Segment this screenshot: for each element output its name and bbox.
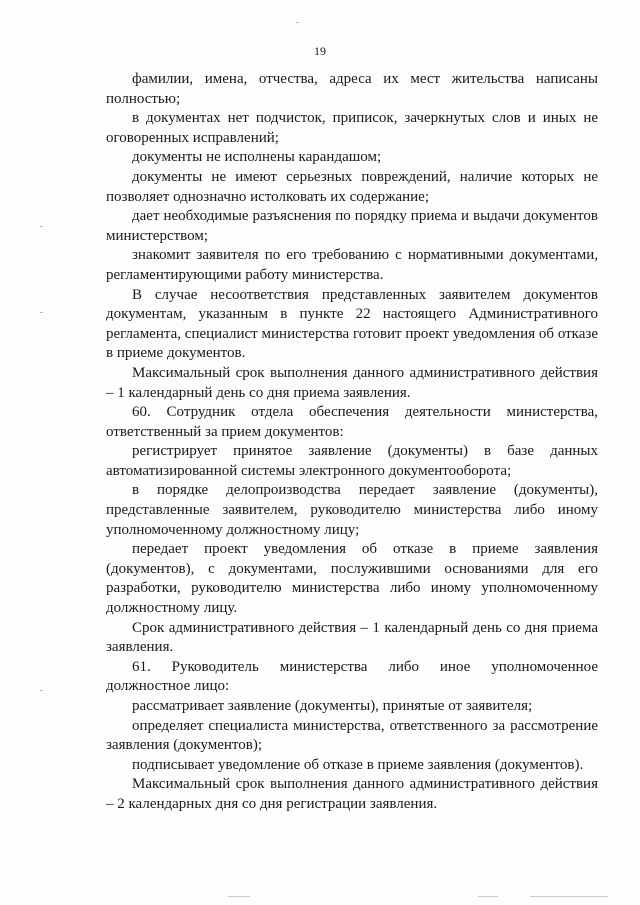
paragraph: определяет специалиста министерства, ответственного за рассмотрение заявления (документов); [106, 717, 598, 754]
scan-artifact [296, 22, 299, 23]
paragraph: документы не имеют серьезных повреждений, наличие которых не позволяет однозначно истолковать их содержание; [106, 168, 598, 205]
paragraph: Срок административного действия – 1 календарный день со дня приема заявления. [106, 619, 598, 656]
page-number: 19 [314, 44, 326, 58]
paragraph: документы не исполнены карандашом; [132, 149, 382, 166]
paragraph: передает проект уведомления об отказе в приеме заявления (документов), с документами, послужившими основаниями для его разработки, руководителю министерства либо иному уполномоченному должностному лицу. [106, 541, 598, 617]
paragraph: фамилии, имена, отчества, адреса их мест жительства написаны полностью; [106, 71, 598, 107]
paragraph: В случае несоответствия представленных заявителем документов документам, указанным в пункте 22 настоящего Административного регламента, специалист министерства готовит проект уведомления об отказе в приеме документов. [106, 286, 598, 362]
paragraph: в порядке делопроизводства передает заявление (документы), представленные заявителем, руководителю министерства либо иному уполномоченному должностному лицу; [106, 482, 598, 538]
paragraph: регистрирует принятое заявление (документы) в базе данных автоматизированной системы электронного документооборота; [106, 443, 598, 479]
scan-artifact [40, 690, 43, 691]
scan-artifact [228, 896, 250, 897]
paragraph: дает необходимые разъяснения по порядку приема и выдачи документов министерством; [106, 208, 598, 244]
paragraph: 61. Руководитель министерства либо иное уполномоченное должностное лицо: [106, 658, 598, 695]
paragraph: знакомит заявителя по его требованию с нормативными документами, регламентирующими работу министерства. [106, 247, 598, 283]
paragraph: в документах нет подчисток, приписок, зачеркнутых слов и иных не оговоренных исправлений; [106, 110, 598, 146]
scan-artifact [40, 226, 43, 227]
scan-artifact [478, 896, 498, 897]
paragraph: Максимальный срок выполнения данного административного действия – 2 календарных дня со дня регистрации заявления. [106, 776, 598, 812]
paragraph: рассматривает заявление (документы), принятые от заявителя; [132, 698, 533, 714]
document-body [106, 70, 598, 815]
scan-artifact [40, 312, 43, 313]
scan-artifact [530, 896, 608, 897]
paragraph: 60. Сотрудник отдела обеспечения деятельности министерства, ответственный за прием документов: [106, 404, 598, 440]
paragraph: подписывает уведомление об отказе в приеме заявления (документов). [132, 756, 584, 773]
paragraph: Максимальный срок выполнения данного административного действия – 1 календарный день со дня приема заявления. [106, 364, 598, 401]
